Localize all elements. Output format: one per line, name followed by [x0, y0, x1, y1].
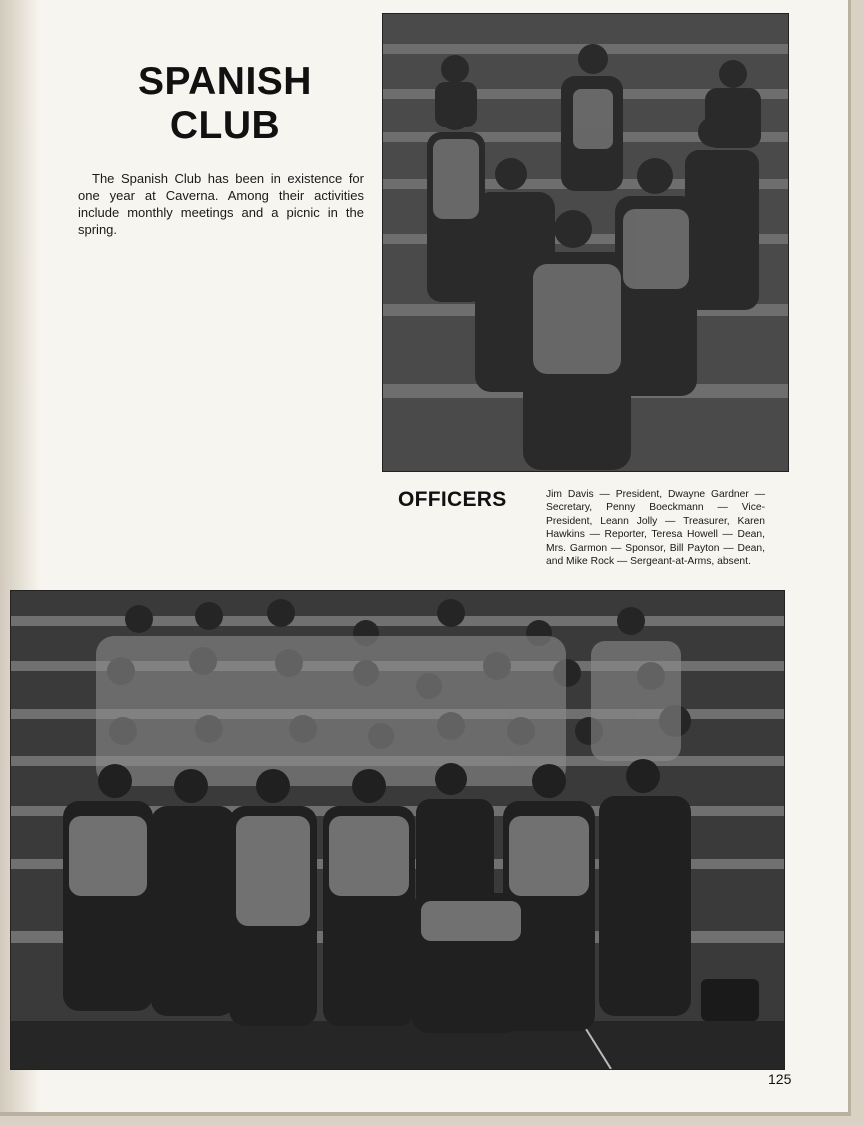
page-title: SPANISH CLUB [138, 60, 312, 147]
page-number: 125 [768, 1071, 792, 1087]
officers-heading: OFFICERS [398, 488, 507, 511]
officers-photo [382, 13, 789, 472]
group-photo [10, 590, 785, 1070]
intro-paragraph: The Spanish Club has been in existence for one year at Caverna. Among their activities include monthly meetings and a picnic in the spring. [78, 171, 364, 237]
officers-list: Jim Davis — President, Dwayne Gardner — Secretary, Penny Boeckmann — Vice-President, Leann Jolly — Treasurer, Karen Hawkins — Reporter, Teresa Howell — Dean, Mrs. Garmon — Sponsor, Bill Payton — Dean, and Mike Rock — Sergeant-at-Arms, absent. [546, 489, 765, 568]
